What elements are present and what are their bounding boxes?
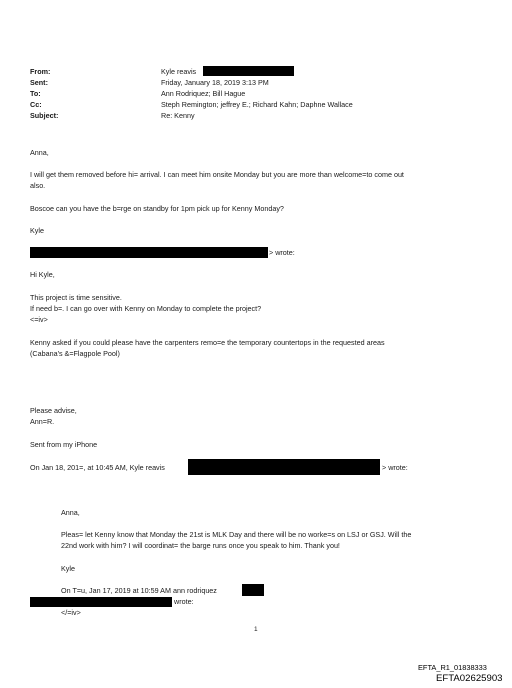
page-number: 1 [254, 626, 258, 633]
redaction-block [203, 66, 294, 76]
from-value: Kyle reavis [161, 67, 197, 76]
on-jan-17-line: On T=u, Jan 17, 2019 at 10:59 AM ann rodriquez [61, 586, 217, 595]
to-label: To: [30, 89, 41, 98]
paragraph-2: Boscoe can you have the b=rge on standby for 1pm pick up for Kenny Monday? [30, 204, 284, 213]
wrote-3: wrote: [174, 597, 194, 606]
paragraph-3-line-2: If need b=. I can go over with Kenny on Monday to complete the project? [30, 304, 262, 313]
signature-2: Kyle [61, 564, 75, 573]
paragraph-3-line-1: This project is time sensitive. [30, 293, 122, 302]
redaction-block [30, 597, 172, 607]
on-jan-18-line: On Jan 18, 201=, at 10:45 AM, Kyle reavis [30, 463, 165, 472]
paragraph-5-line-2: 22nd work with him? I will coordinat= the barge runs once you speak to him. Thank you! [61, 541, 340, 550]
cc-label: Cc: [30, 100, 42, 109]
paragraph-4-line-2: (Cabana's &=Flagpole Pool) [30, 349, 120, 358]
paragraph-1-line-1: I will get them removed before hi= arrival. I can meet him onsite Monday but you are more than welcome=to come out [30, 170, 404, 179]
redaction-block [242, 584, 264, 596]
sent-from-iphone: Sent from my iPhone [30, 440, 98, 449]
paragraph-4-line-1: Kenny asked if you could please have the carpenters remo=e the temporary countertops in the requested areas [30, 338, 385, 347]
redaction-block [188, 459, 380, 475]
greeting: Anna, [30, 148, 49, 157]
signature-1: Kyle [30, 226, 44, 235]
subject-value: Re: Kenny [161, 111, 195, 120]
sent-value: Friday, January 18, 2019 3:13 PM [161, 78, 269, 87]
paragraph-5-line-1: Pleas= let Kenny know that Monday the 21st is MLK Day and there will be no worke=s on LSJ or GSJ. Will the [61, 530, 412, 539]
paragraph-3-line-3: <=iv> [30, 315, 48, 324]
footer-id-1: EFTA_R1_01838333 [418, 663, 487, 672]
wrote-1: > wrote: [269, 248, 295, 257]
hi-greeting: Hi Kyle, [30, 270, 55, 279]
from-label: From: [30, 67, 51, 76]
cc-value: Steph Remington; jeffrey E.; Richard Kahn; Daphne Wallace [161, 100, 353, 109]
footer-id-2: EFTA02625903 [436, 673, 503, 684]
subject-label: Subject: [30, 111, 59, 120]
sent-label: Sent: [30, 78, 48, 87]
redaction-block [30, 247, 268, 258]
closing-div: </=iv> [61, 608, 81, 617]
to-value: Ann Rodriquez; Bill Hague [161, 89, 246, 98]
paragraph-1-line-2: also. [30, 181, 46, 190]
wrote-2: > wrote: [382, 463, 408, 472]
ann-signoff: Ann=R. [30, 417, 55, 426]
anna-greeting-2: Anna, [61, 508, 80, 517]
please-advise: Please advise, [30, 406, 77, 415]
